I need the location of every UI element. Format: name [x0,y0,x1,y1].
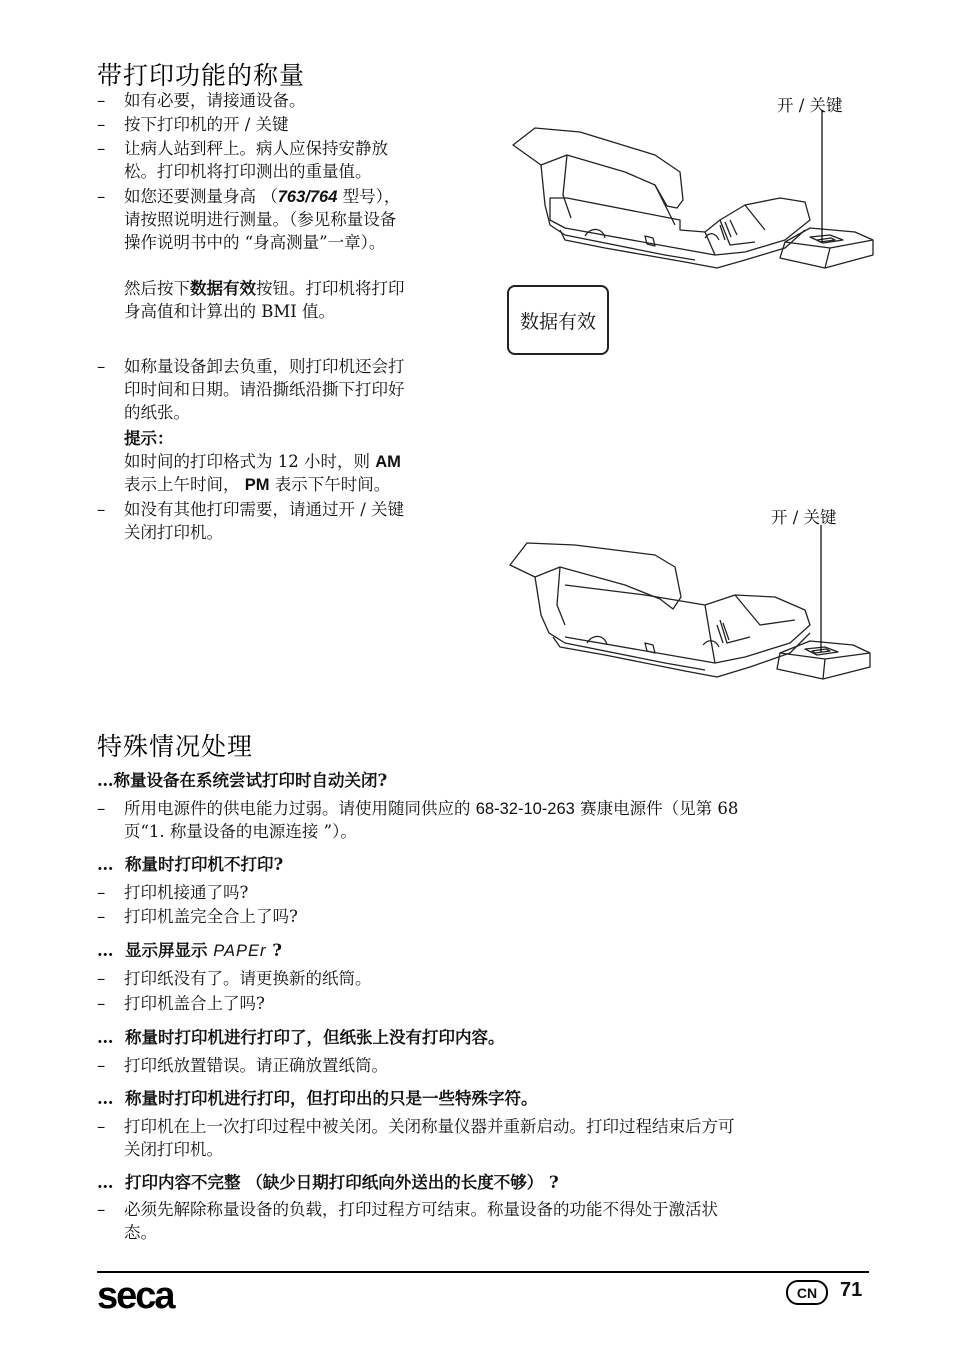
question-heading: …称量设备在系统尝试打印时自动关闭? [97,771,388,790]
bullet-dash: – [97,139,106,158]
list-item-text: 印时间和日期。请沿撕纸沿撕下打印好 [124,380,405,399]
data-valid-button-graphic: 数据有效 [507,285,609,355]
list-item-text: 打印机盖合上了吗? [124,994,265,1013]
list-item-text: 打印纸没有了。请更换新的纸筒。 [124,969,372,988]
list-item-text: 打印机接通了吗? [124,883,249,902]
list-item-text: 如您还要测量身高 （763/764 型号）， [124,187,401,206]
bullet-dash: – [97,883,106,902]
question-heading: … 打印内容不完整 （缺少日期打印纸向外送出的长度不够） ? [97,1173,559,1192]
list-item-text: 松。打印机将打印测出的重量值。 [124,162,372,181]
section-title-printing: 带打印功能的称量 [97,61,306,90]
list-item-text: 让病人站到秤上。病人应保持安静放 [124,139,388,158]
data-valid-inline: 数据有效 [190,279,256,298]
bullet-dash: – [97,907,106,926]
list-item-text: 身高值和计算出的 BMI 值。 [124,302,336,321]
display-text-paper: PAPEr [213,942,267,960]
bullet-dash: – [97,969,106,988]
seca-logo: seca [97,1275,174,1317]
pm-label: PM [244,476,270,494]
bullet-dash: – [97,500,106,519]
list-item-text: 关闭打印机。 [124,523,223,542]
model-number: 763/764 [277,188,338,206]
list-item-text: 按下打印机的开 / 关键 [124,115,289,134]
bullet-dash: – [97,1200,106,1219]
bullet-dash: – [97,115,106,134]
question-heading: … 称量时打印机不打印? [97,855,284,874]
language-badge: CN [786,1280,828,1305]
bullet-dash: – [97,799,106,818]
list-item-text: 态。 [124,1223,157,1242]
list-item-text: 所用电源件的供电能力过弱。请使用随同供应的 68-32-10-263 赛康电源件（见第 68 [124,799,739,818]
question-heading: … 显示屏显示 PAPEr ? [97,941,282,960]
list-item-text: 如有必要，请接通设备。 [124,91,306,110]
question-heading: … 称量时打印机进行打印，但打印出的只是一些特殊字符。 [97,1089,538,1108]
printer-illustration-closed [505,525,885,685]
list-item-text: 打印机盖完全合上了吗? [124,907,298,926]
page-number: 71 [840,1279,863,1301]
bullet-dash: – [97,1117,106,1136]
hint-label: 提示： [124,429,174,448]
on-off-key-label-top: 开 / 关键 [777,96,843,115]
list-item-text: 打印纸放置错误。请正确放置纸筒。 [124,1056,388,1075]
printer-illustration-open [505,110,885,280]
list-item-text: 必须先解除称量设备的负载，打印过程方可结束。称量设备的功能不得处于激活状 [124,1200,718,1219]
footer-divider [97,1271,869,1273]
list-item-text: 如没有其他打印需要，请通过开 / 关键 [124,500,405,519]
on-off-key-label-bottom: 开 / 关键 [771,508,837,527]
bullet-dash: – [97,357,106,376]
list-item-text: 关闭打印机。 [124,1140,223,1159]
bullet-dash: – [97,1056,106,1075]
bullet-dash: – [97,994,106,1013]
hint-text: 如时间的打印格式为 12 小时，则 AM [124,452,401,471]
section-title-troubleshooting: 特殊情况处理 [97,732,254,761]
list-item-text: 然后按下数据有效按钮。打印机将打印 [124,279,405,298]
bullet-dash: – [97,91,106,110]
bullet-dash: – [97,187,106,206]
list-item-text: 请按照说明进行测量。（参见称量设备 [124,210,397,229]
list-item-text: 页“1. 称量设备的电源连接 ”）。 [124,822,357,841]
hint-text: 表示上午时间， PM 表示下午时间。 [124,475,391,494]
am-label: AM [375,453,401,471]
list-item-text: 打印机在上一次打印过程中被关闭。关闭称量仪器并重新启动。打印过程结束后方可 [124,1117,735,1136]
question-heading: … 称量时打印机进行打印了，但纸张上没有打印内容。 [97,1028,505,1047]
list-item-text: 的纸张。 [124,403,190,422]
list-item-text: 操作说明书中的 “身高测量”一章）。 [124,233,386,252]
part-number: 68-32-10-263 [475,800,575,818]
list-item-text: 如称量设备卸去负重，则打印机还会打 [124,357,405,376]
